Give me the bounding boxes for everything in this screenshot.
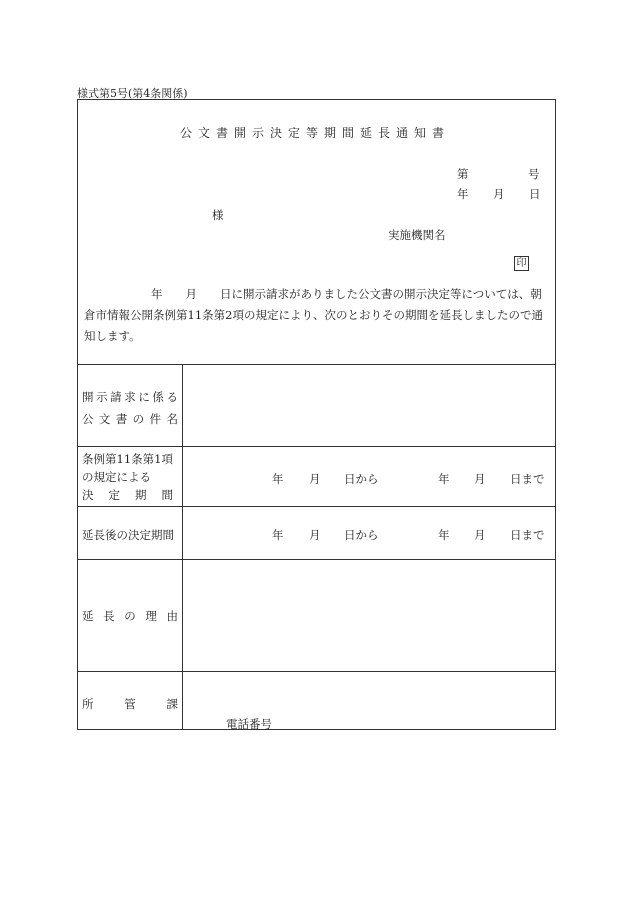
label-char: 係 bbox=[152, 390, 164, 404]
department-label bbox=[82, 696, 178, 712]
divider bbox=[77, 364, 556, 365]
label-char: 求 bbox=[124, 390, 136, 404]
label-line: の規定による bbox=[82, 470, 151, 484]
original-period-label bbox=[82, 451, 188, 504]
label-char: 開 bbox=[82, 390, 94, 404]
label-char: の bbox=[124, 609, 136, 623]
label-char: 公 bbox=[82, 412, 94, 426]
period-month: 月 bbox=[309, 528, 321, 542]
period-year: 年 bbox=[272, 472, 284, 486]
date-month: 月 bbox=[493, 187, 505, 201]
label-char: 由 bbox=[166, 609, 178, 623]
period-until: 日まで bbox=[510, 472, 545, 486]
divider bbox=[77, 506, 556, 507]
label-line: 条例第11条第1項 bbox=[82, 452, 173, 466]
label-char: 件 bbox=[149, 412, 162, 426]
label-char: 所 bbox=[82, 697, 94, 711]
period-year: 年 bbox=[438, 528, 450, 542]
period-from: 日から bbox=[344, 472, 379, 486]
label-char: 課 bbox=[166, 697, 178, 711]
label-line: 決定期間 bbox=[82, 488, 188, 502]
phone-label: 電話番号 bbox=[226, 717, 272, 731]
period-from: 日から bbox=[344, 528, 379, 542]
label-char: 名 bbox=[166, 412, 178, 426]
label-char: 請 bbox=[110, 390, 122, 404]
label-char: 文 bbox=[98, 412, 111, 426]
label-char: る bbox=[166, 390, 178, 404]
divider bbox=[77, 559, 556, 560]
seal-mark: 印 bbox=[514, 256, 529, 271]
divider bbox=[77, 671, 556, 672]
column-divider bbox=[182, 364, 183, 730]
label-char: 管 bbox=[124, 697, 136, 711]
date-day: 日 bbox=[529, 187, 541, 201]
label-char: の bbox=[132, 412, 145, 426]
date-year: 年 bbox=[457, 187, 469, 201]
number-suffix: 号 bbox=[528, 167, 540, 181]
label-char: に bbox=[138, 390, 150, 404]
label-char: 長 bbox=[103, 609, 115, 623]
agency-label: 実施機関名 bbox=[388, 228, 446, 242]
extended-period-label: 延長後の決定期間 bbox=[82, 528, 174, 542]
addressee-suffix: 様 bbox=[212, 208, 224, 222]
reason-label bbox=[82, 608, 178, 624]
label-char: 延 bbox=[82, 609, 94, 623]
label-line bbox=[82, 389, 178, 405]
label-char: 示 bbox=[96, 390, 108, 404]
label-line bbox=[82, 411, 178, 427]
period-month: 月 bbox=[309, 472, 321, 486]
document-title: 公文書開示決定等期間延長通知書 bbox=[179, 126, 450, 140]
label-char: 理 bbox=[145, 609, 157, 623]
period-year: 年 bbox=[438, 472, 450, 486]
period-year: 年 bbox=[272, 528, 284, 542]
period-until: 日まで bbox=[510, 528, 545, 542]
document-name-label bbox=[82, 389, 178, 427]
form-number: 様式第5号(第4条関係) bbox=[77, 87, 188, 100]
divider bbox=[77, 446, 556, 447]
number-prefix: 第 bbox=[457, 167, 469, 181]
notice-body: 年 月 日に開示請求がありました公文書の開示決定等については、朝倉市情報公開条例第11条第2項の規定により、次のとおりその期間を延長しましたので通知します。 bbox=[84, 287, 543, 343]
label-char: 書 bbox=[115, 412, 128, 426]
period-month: 月 bbox=[474, 472, 486, 486]
period-month: 月 bbox=[474, 528, 486, 542]
